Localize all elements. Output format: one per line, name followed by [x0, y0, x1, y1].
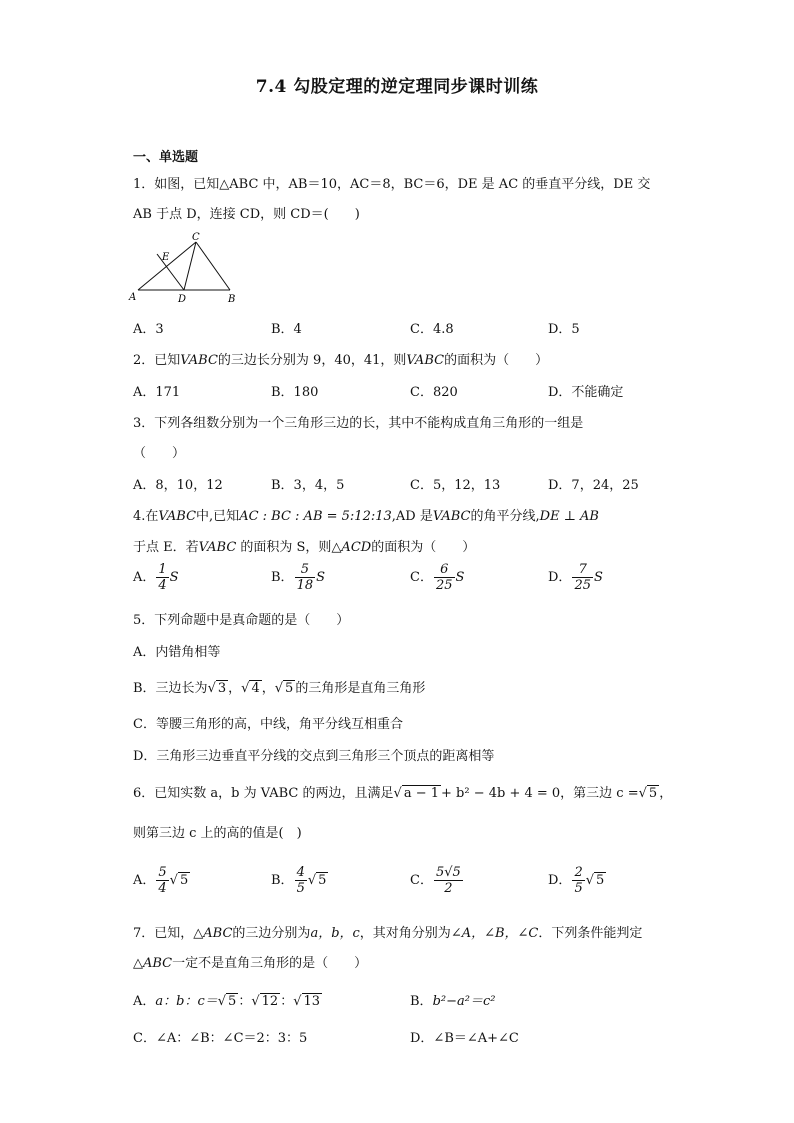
label-a: A: [129, 292, 137, 303]
q7-option-a[interactable]: A．a：b：c＝√ 5 ：√ 12 ：√ 13: [133, 994, 321, 1009]
q6-line2: 则第三边 c 上的高的值是( ): [133, 826, 302, 841]
label-d: D: [178, 294, 187, 305]
q4-option-b[interactable]: B． $\frac{5}{18}$ S: [271, 562, 326, 593]
label-c: C: [192, 232, 200, 243]
q3-option-d[interactable]: D．7，24，25: [548, 478, 639, 493]
label-e: E: [162, 252, 170, 263]
segment-cd: [184, 242, 196, 290]
q1-option-c[interactable]: C．4.8: [410, 322, 454, 337]
q1-option-b[interactable]: B．4: [271, 322, 302, 337]
q3-option-b[interactable]: B．3，4，5: [271, 478, 345, 493]
q5-option-b[interactable]: B．三边长为√ 3 ，√ 4 ，√ 5 的三角形是直角三角形: [133, 681, 426, 696]
q2-option-d[interactable]: D．不能确定: [548, 385, 624, 400]
q6-option-a[interactable]: A． $\frac{5}{4}$ √ 5: [133, 865, 189, 896]
q5-option-c[interactable]: C．等腰三角形的高，中线，角平分线互相重合: [133, 717, 403, 732]
q5-option-d[interactable]: D．三角形三边垂直平分线的交点到三角形三个顶点的距离相等: [133, 749, 495, 764]
q4-line2: 于点 E．若VABC 的面积为 S，则△ACD的面积为（ ）: [133, 540, 476, 555]
q4-option-a[interactable]: A． $\frac{1}{4}$ S: [133, 562, 179, 593]
q2-option-a[interactable]: A．171: [133, 385, 181, 400]
q3-line1: 3．下列各组数分别为一个三角形三边的长，其中不能构成直角三角形的一组是: [133, 416, 584, 431]
q7-option-c[interactable]: C．∠A：∠B：∠C＝2：3：5: [133, 1031, 308, 1046]
q7-option-b[interactable]: B．b²−a²＝c²: [410, 994, 496, 1009]
q4-option-c[interactable]: C． $\frac{6}{25}$ S: [410, 562, 465, 593]
q3-option-a[interactable]: A．8，10，12: [133, 478, 223, 493]
q2-option-c[interactable]: C．820: [410, 385, 458, 400]
q2-stem: 2．已知VABC的三边长分别为 9，40，41，则VABC的面积为（ ）: [133, 353, 549, 368]
q4-option-d[interactable]: D． $\frac{7}{25}$ S: [548, 562, 603, 593]
q7-line1: 7．已知，△ABC的三边分别为a，b，c，其对角分别为∠A，∠B，∠C．下列条件能判定: [133, 926, 643, 941]
q6-option-c[interactable]: C． $\frac{5√5}{2}$: [410, 865, 461, 896]
q1-option-a[interactable]: A．3: [133, 322, 164, 337]
page-title: 7.4 勾股定理的逆定理同步课时训练: [255, 77, 539, 97]
q6-line1: 6．已知实数 a，b 为 VABC 的两边，且满足√ a − 1 + b² − 4b + 4 = 0，第三边 c =√ 5 ，: [133, 786, 673, 801]
q7-option-d[interactable]: D．∠B＝∠A+∠C: [410, 1031, 519, 1046]
q5-option-a[interactable]: A．内错角相等: [133, 645, 221, 660]
q5-stem: 5．下列命题中是真命题的是（ ）: [133, 613, 350, 628]
label-b: B: [228, 294, 236, 305]
q2-option-b[interactable]: B．180: [271, 385, 319, 400]
segment-ac: [138, 242, 196, 290]
q3-option-c[interactable]: C．5，12，13: [410, 478, 501, 493]
segment-bc: [196, 242, 230, 290]
triangle-figure: [128, 230, 243, 305]
q7-line2: △ABC一定不是直角三角形的是（ ）: [133, 956, 368, 971]
section-heading: 一、单选题: [133, 150, 199, 165]
q3-line2: （ ）: [133, 446, 186, 461]
q6-option-d[interactable]: D． $\frac{2}{5}$ √ 5: [548, 865, 605, 896]
q1-line1: 1．如图，已知△ABC 中，AB＝10，AC＝8，BC＝6，DE 是 AC 的垂直平分线，DE 交: [133, 177, 651, 192]
q4-line1: 4.在VABC中,已知AC : BC : AB = 5:12:13,AD 是VABC的角平分线,DE ⊥ AB: [133, 509, 599, 524]
q6-option-b[interactable]: B． $\frac{4}{5}$ √ 5: [271, 865, 327, 896]
q1-line2: AB 于点 D，连接 CD，则 CD＝( ): [133, 207, 360, 222]
q1-option-d[interactable]: D．5: [548, 322, 580, 337]
